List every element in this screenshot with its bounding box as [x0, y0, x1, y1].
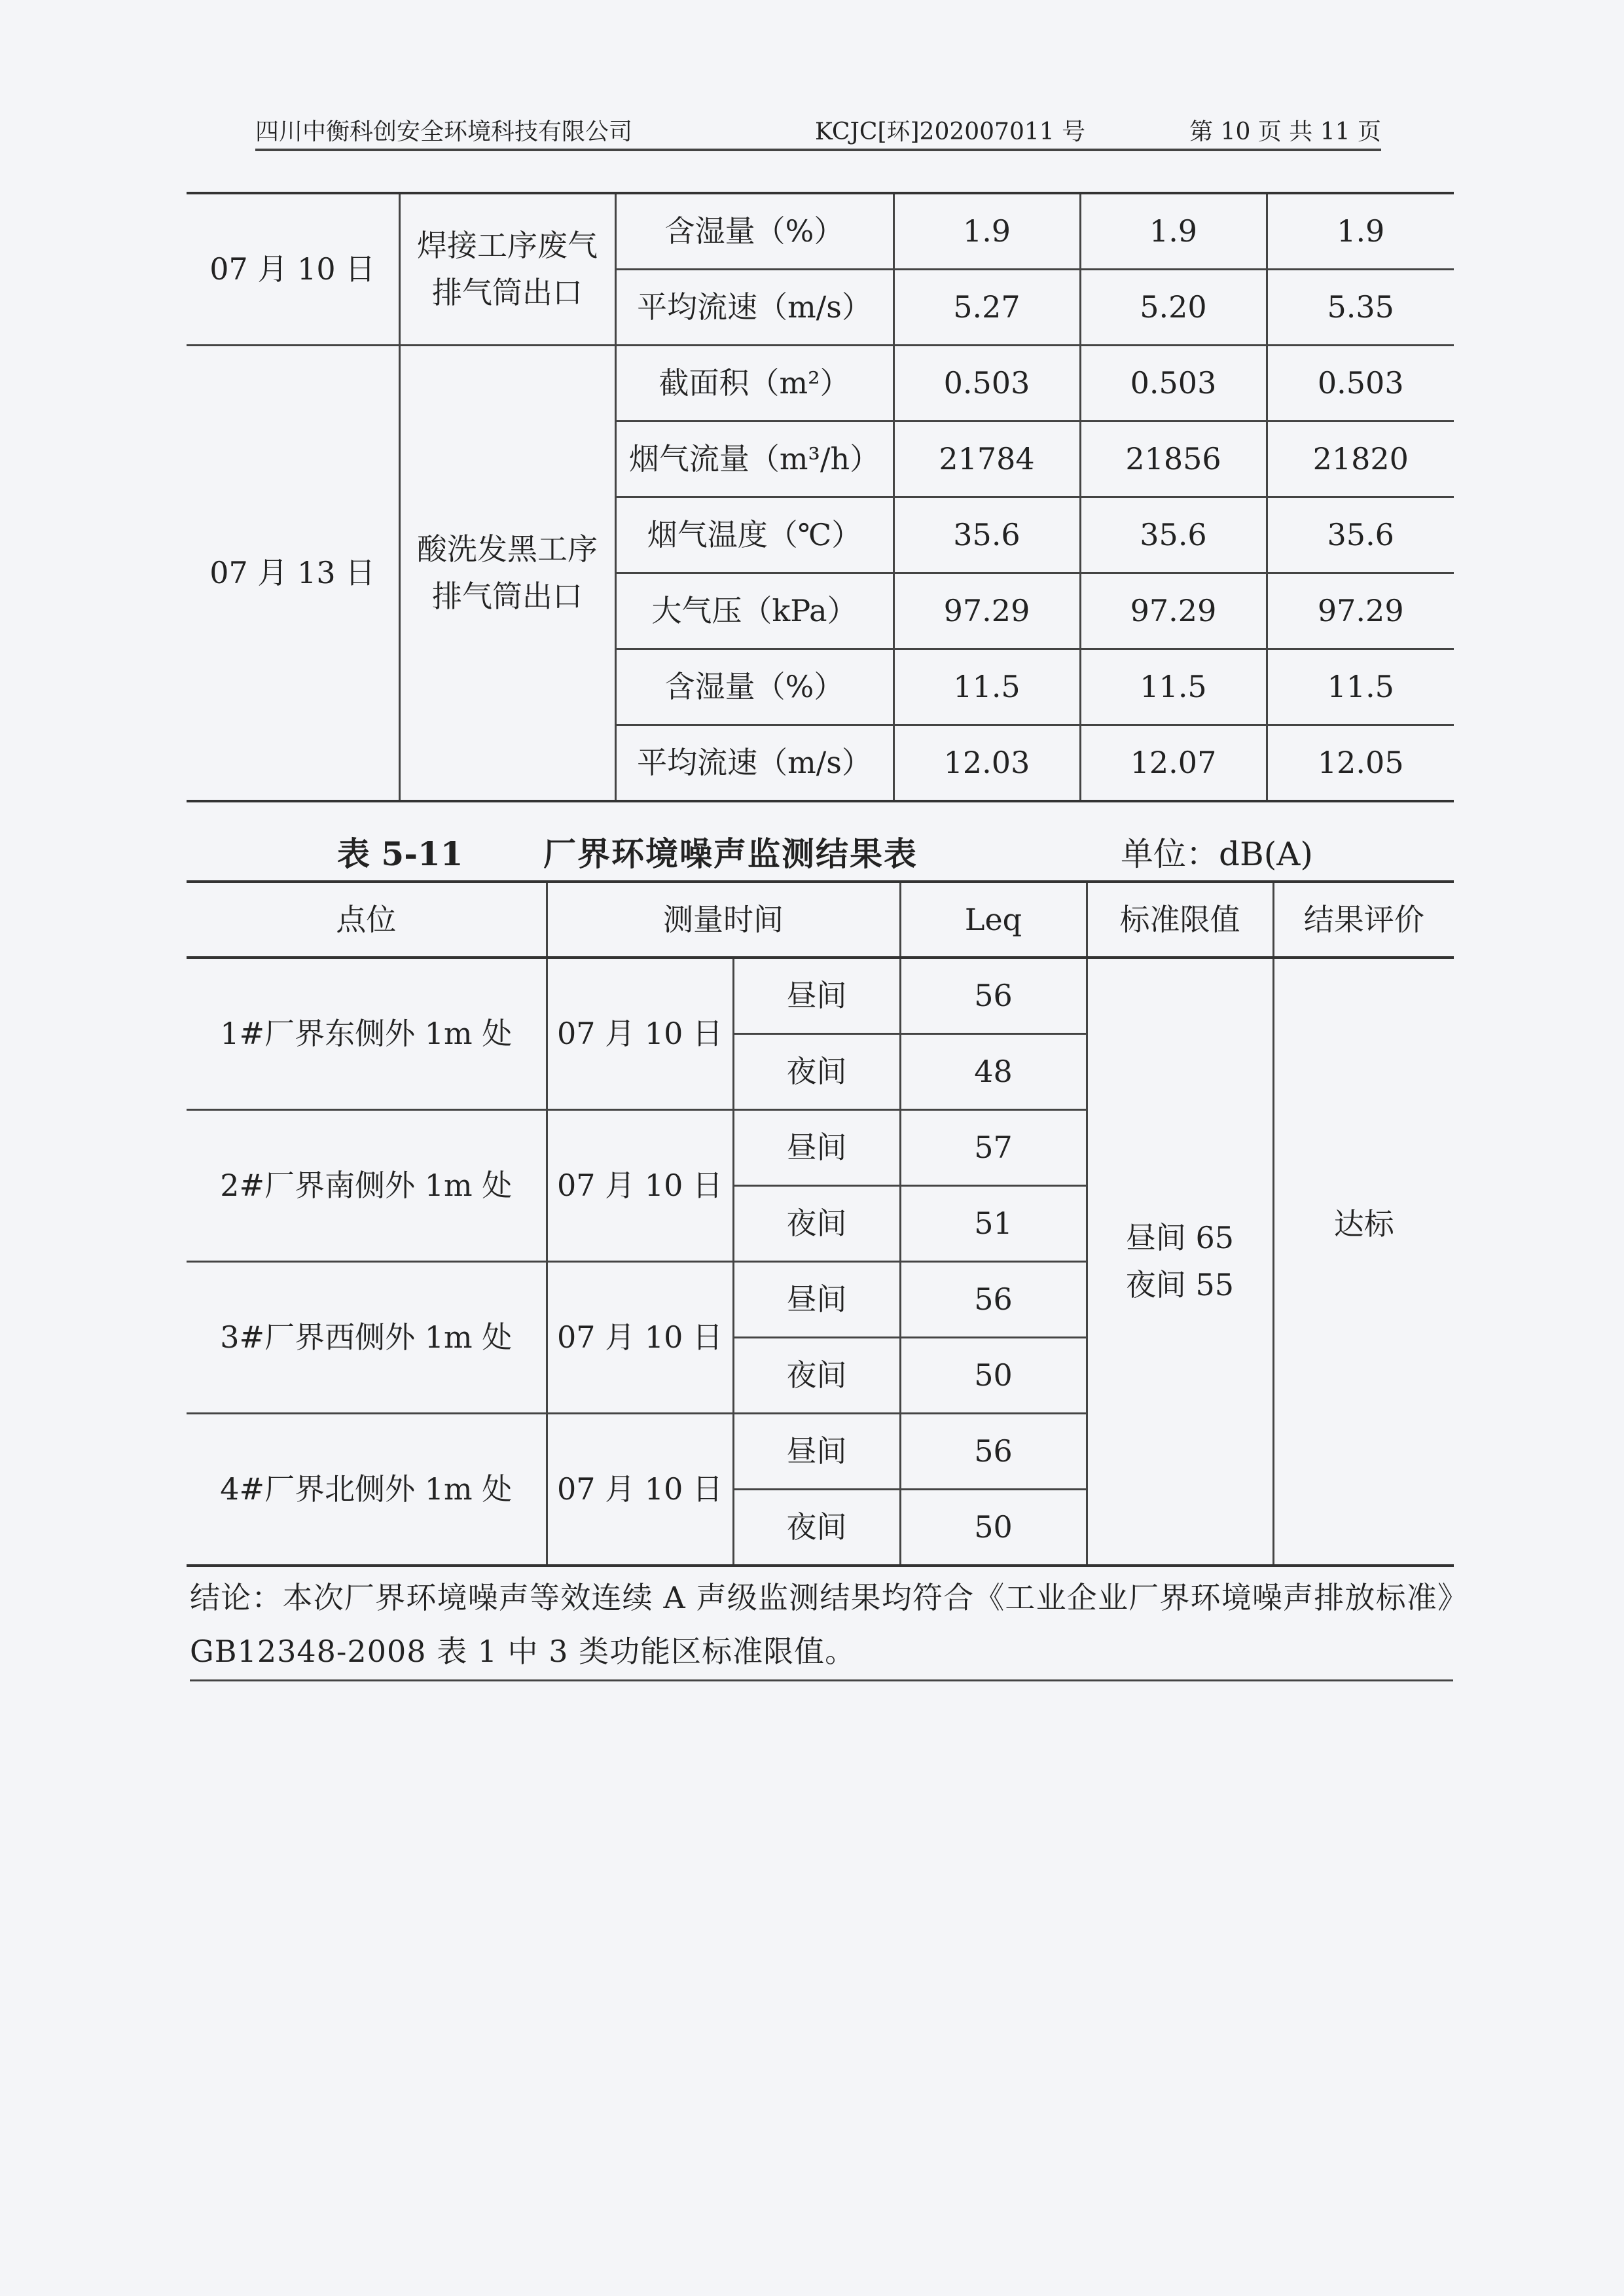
value-cell: 97.29 — [1080, 573, 1267, 649]
value-cell: 5.20 — [1080, 270, 1267, 346]
location-line: 排气筒出口 — [432, 274, 583, 310]
result-evaluation — [1273, 958, 1454, 1566]
period-label: 昼间 — [733, 958, 900, 1034]
leq-value: 56 — [900, 1262, 1087, 1338]
group-date: 07 月 10 日 — [187, 193, 399, 346]
table-unit: 单位：dB(A) — [1121, 835, 1313, 873]
group-date: 07 月 13 日 — [187, 346, 399, 802]
period-label: 夜间 — [733, 1034, 900, 1110]
page-header — [255, 108, 1381, 151]
param-label: 烟气温度（℃） — [615, 497, 893, 573]
flue-parameter-table — [187, 192, 1454, 802]
value-cell: 11.5 — [1267, 649, 1454, 725]
value-cell: 35.6 — [1267, 497, 1454, 573]
leq-value: 50 — [900, 1490, 1087, 1566]
location-line: 排气筒出口 — [432, 578, 583, 614]
value-cell: 12.03 — [893, 725, 1080, 802]
standard-limit — [1087, 958, 1273, 1566]
value-cell: 1.9 — [1080, 193, 1267, 270]
table-caption-number: 表 5-11 — [337, 834, 463, 873]
point-date: 07 月 10 日 — [547, 1414, 733, 1566]
point-date: 07 月 10 日 — [547, 958, 733, 1110]
header-page-number: 第 10 页 共 11 页 — [1189, 118, 1381, 145]
value-cell: 12.07 — [1080, 725, 1267, 802]
value-cell: 11.5 — [893, 649, 1080, 725]
value-cell: 21856 — [1080, 422, 1267, 497]
value-cell: 0.503 — [893, 346, 1080, 422]
group-location — [399, 193, 615, 346]
table-caption-title: 厂界环境噪声监测结果表 — [543, 834, 918, 873]
location-line: 焊接工序废气 — [417, 228, 598, 264]
period-label: 夜间 — [733, 1338, 900, 1414]
value-cell: 0.503 — [1267, 346, 1454, 422]
location-line: 酸洗发黑工序 — [417, 531, 598, 567]
point-name: 4#厂界北侧外 1m 处 — [187, 1414, 547, 1566]
table-row — [187, 346, 1454, 422]
point-date: 07 月 10 日 — [547, 1262, 733, 1414]
header-limit: 标准限值 — [1087, 882, 1273, 958]
table-row — [187, 193, 1454, 270]
leq-value: 50 — [900, 1338, 1087, 1414]
value-cell: 21820 — [1267, 422, 1454, 497]
header-time: 测量时间 — [547, 882, 900, 958]
point-name: 1#厂界东侧外 1m 处 — [187, 958, 547, 1110]
param-label: 平均流速（m/s） — [615, 725, 893, 802]
header-result: 结果评价 — [1273, 882, 1454, 958]
param-label: 平均流速（m/s） — [615, 270, 893, 346]
param-label: 大气压（kPa） — [615, 573, 893, 649]
group-location — [399, 346, 615, 802]
param-label: 截面积（m²） — [615, 346, 893, 422]
header-leq: Leq — [900, 882, 1087, 958]
period-label: 昼间 — [733, 1262, 900, 1338]
value-cell: 0.503 — [1080, 346, 1267, 422]
value-cell: 11.5 — [1080, 649, 1267, 725]
point-name: 2#厂界南侧外 1m 处 — [187, 1110, 547, 1262]
leq-value: 57 — [900, 1110, 1087, 1186]
param-label: 含湿量（%） — [615, 193, 893, 270]
leq-value: 48 — [900, 1034, 1087, 1110]
leq-value: 56 — [900, 958, 1087, 1034]
period-label: 夜间 — [733, 1490, 900, 1566]
table-row — [187, 958, 1454, 1034]
header-company: 四川中衡科创安全环境科技有限公司 — [255, 118, 633, 145]
value-cell: 97.29 — [1267, 573, 1454, 649]
conclusion-text: 结论：本次厂界环境噪声等效连续 A 声级监测结果均符合《工业企业厂界环境噪声排放标准》GB12348-2008 表 1 中 3 类功能区标准限值。 — [190, 1571, 1453, 1681]
value-cell: 1.9 — [1267, 193, 1454, 270]
value-cell: 12.05 — [1267, 725, 1454, 802]
value-cell: 5.27 — [893, 270, 1080, 346]
point-date: 07 月 10 日 — [547, 1110, 733, 1262]
table-header-row — [187, 882, 1454, 958]
header-report-number: KCJC[环]202007011 号 — [815, 118, 1086, 145]
value-cell: 35.6 — [1080, 497, 1267, 573]
limit-day: 昼间 65 — [1125, 1220, 1235, 1256]
value-cell: 21784 — [893, 422, 1080, 497]
noise-result-table — [187, 880, 1454, 1567]
leq-value: 56 — [900, 1414, 1087, 1490]
header-point: 点位 — [187, 882, 547, 958]
value-cell: 5.35 — [1267, 270, 1454, 346]
period-label: 昼间 — [733, 1414, 900, 1490]
result-text: 达标 — [1333, 1206, 1394, 1242]
value-cell: 1.9 — [893, 193, 1080, 270]
value-cell: 97.29 — [893, 573, 1080, 649]
value-cell: 35.6 — [893, 497, 1080, 573]
param-label: 含湿量（%） — [615, 649, 893, 725]
point-name: 3#厂界西侧外 1m 处 — [187, 1262, 547, 1414]
limit-night: 夜间 55 — [1125, 1266, 1235, 1302]
leq-value: 51 — [900, 1186, 1087, 1262]
param-label: 烟气流量（m³/h） — [615, 422, 893, 497]
period-label: 昼间 — [733, 1110, 900, 1186]
period-label: 夜间 — [733, 1186, 900, 1262]
